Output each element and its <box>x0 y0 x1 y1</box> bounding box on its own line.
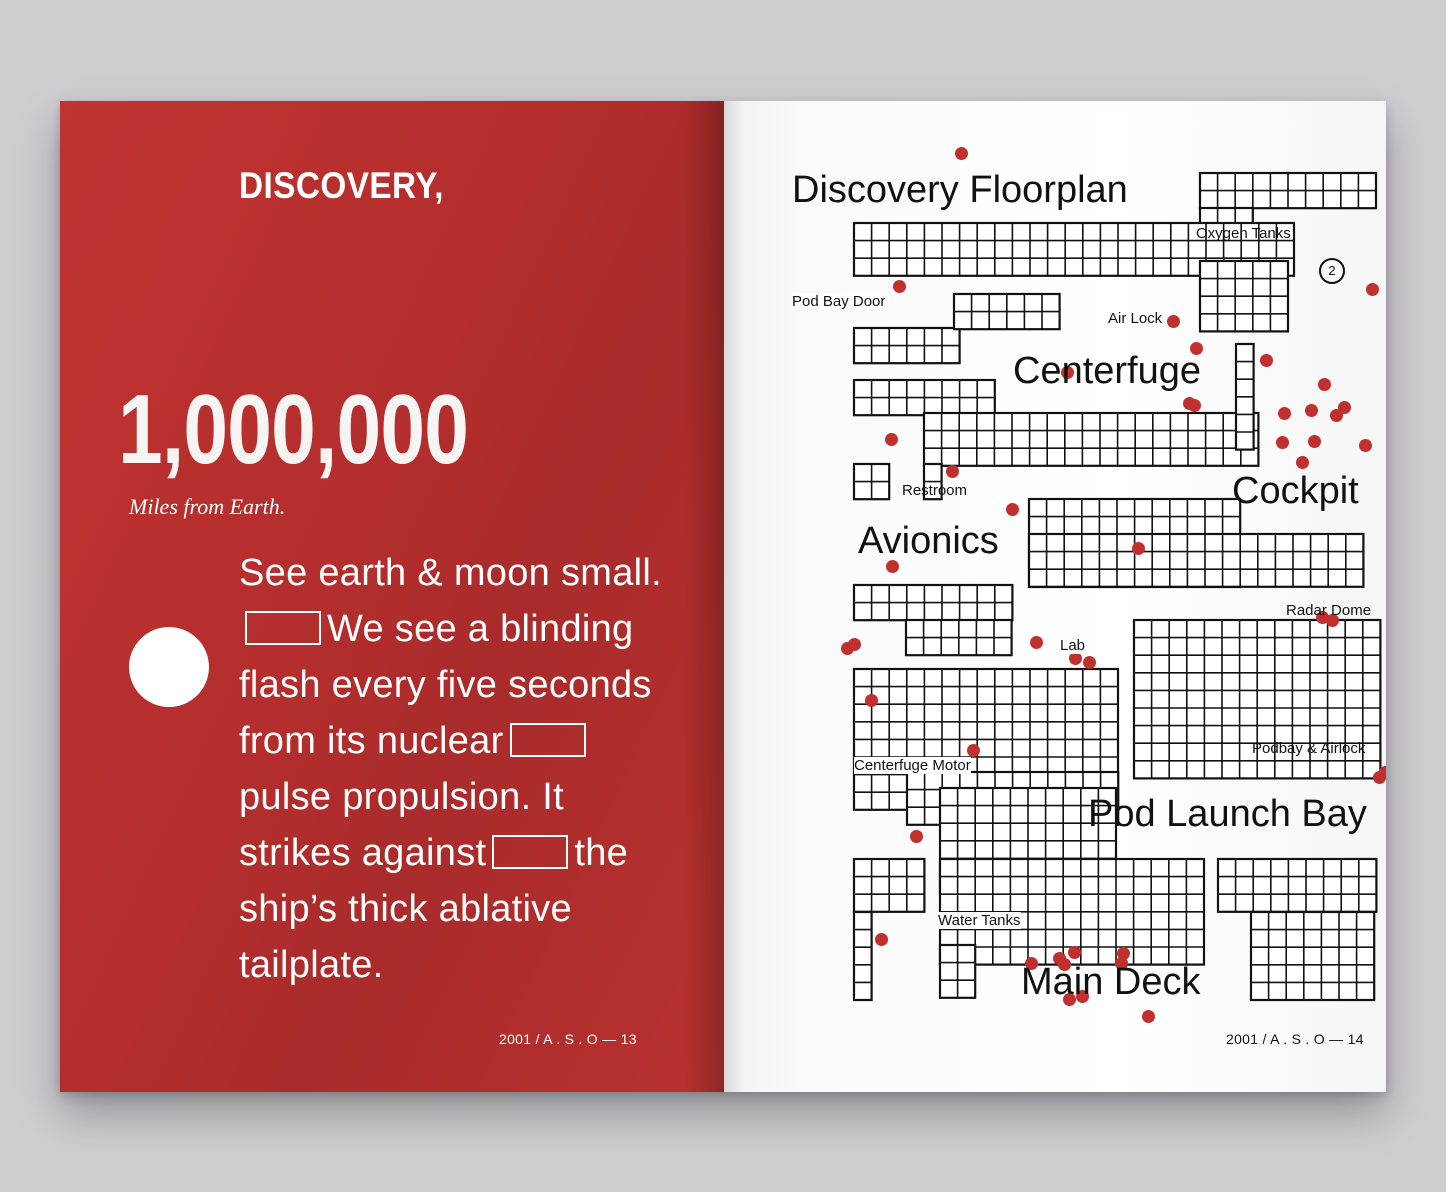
grid-block <box>1200 173 1376 208</box>
label-centerfuge-motor: Centerfuge Motor <box>854 757 971 774</box>
red-dot <box>1006 503 1019 516</box>
red-dot <box>1132 542 1145 555</box>
red-dot <box>1308 435 1321 448</box>
page-folio-right: 2001 / A . S . O — 14 <box>1226 1031 1364 1047</box>
body-part-4: the ship’s thick ablative tailplate. <box>239 832 629 986</box>
red-dot <box>875 933 888 946</box>
left-page <box>60 101 724 1092</box>
red-dot <box>1142 1010 1155 1023</box>
red-dot <box>1296 456 1309 469</box>
body-part-3: pulse propulsion. It strikes against <box>239 776 564 874</box>
right-page <box>724 101 1386 1092</box>
label-lab: Lab <box>1060 637 1086 654</box>
red-dot <box>1366 283 1379 296</box>
body-part-1: See earth & moon small. <box>239 552 662 594</box>
red-dot <box>1359 439 1372 452</box>
grid-block <box>940 945 975 998</box>
blank-box <box>492 835 568 869</box>
grid-block <box>854 859 924 912</box>
grid-block <box>906 620 1012 655</box>
red-dot <box>885 433 898 446</box>
red-dot <box>1260 354 1273 367</box>
red-dot <box>1276 436 1289 449</box>
red-dot <box>848 638 861 651</box>
label-pod-launch-bay: Pod Launch Bay <box>1088 793 1367 835</box>
grid-block <box>1236 344 1254 450</box>
red-dot <box>1278 407 1291 420</box>
label-air-lock: Air Lock <box>1108 310 1163 327</box>
red-dot <box>910 830 923 843</box>
book-spread <box>60 101 1386 1092</box>
label-main-deck: Main Deck <box>1021 961 1201 1003</box>
floorplan-grid <box>724 101 1386 1092</box>
label-oxygen-tanks: Oxygen Tanks <box>1196 225 1291 242</box>
red-dot <box>865 694 878 707</box>
blank-box <box>510 723 586 757</box>
distance-subtitle: Miles from Earth. <box>129 494 286 519</box>
red-dot <box>1167 315 1180 328</box>
grid-block <box>954 294 1060 329</box>
red-dot <box>1373 771 1386 784</box>
body-part-2: We see a blinding flash every five seconds from its nuclear <box>239 608 652 762</box>
body-paragraph <box>239 545 679 993</box>
label-cockpit: Cockpit <box>1232 470 1359 512</box>
number-badge: 2 <box>1319 258 1345 284</box>
label-pod-bay-door: Pod Bay Door <box>792 293 886 310</box>
label-radar-dome: Radar Dome <box>1286 602 1372 619</box>
red-dot <box>946 465 959 478</box>
blank-box <box>245 611 321 645</box>
red-dot <box>1030 636 1043 649</box>
grid-block <box>854 464 889 499</box>
grid-block <box>1218 859 1376 912</box>
red-dot <box>1188 399 1201 412</box>
grid-block <box>854 912 872 1000</box>
red-dot <box>1068 946 1081 959</box>
red-dot <box>1083 656 1096 669</box>
label-centerfuge: Centerfuge <box>1013 350 1202 392</box>
page-folio-left: 2001 / A . S . O — 13 <box>499 1031 637 1047</box>
distance-number: 1,000,000 <box>118 374 469 484</box>
grid-block <box>854 585 1012 620</box>
grid-block <box>924 413 1258 466</box>
kicker-heading: DISCOVERY, <box>239 165 444 206</box>
floorplan-title: Discovery Floorplan <box>792 169 1128 211</box>
red-dot <box>1338 401 1351 414</box>
red-dot <box>955 147 968 160</box>
grid-block <box>854 328 960 363</box>
moon-circle <box>129 627 209 707</box>
grid-block <box>854 380 995 415</box>
label-water-tanks: Water Tanks <box>938 912 1021 929</box>
red-dot <box>967 744 980 757</box>
red-dot <box>1305 404 1318 417</box>
red-dot <box>893 280 906 293</box>
label-restroom: Restroom <box>902 482 968 499</box>
label-podbay-airlock: Podbay & Airlock <box>1252 740 1366 757</box>
label-avionics: Avionics <box>858 520 999 562</box>
grid-block <box>1200 261 1288 331</box>
red-dot <box>1318 378 1331 391</box>
grid-block <box>1251 912 1374 1000</box>
grid-block <box>1029 534 1363 587</box>
